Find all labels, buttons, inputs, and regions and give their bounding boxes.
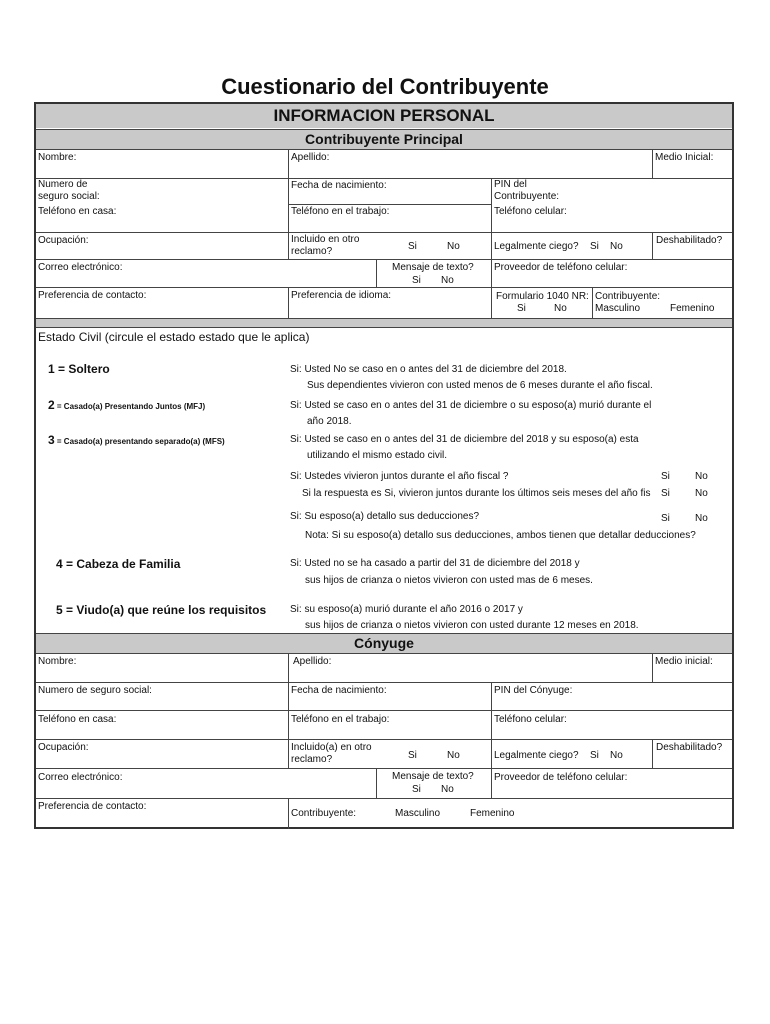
question-juntos-no[interactable]: No [695, 471, 708, 482]
status-3-text: = Casado(a) presentando separado(a) (MFS) [54, 437, 225, 446]
principal-1040nr-no[interactable]: No [554, 303, 567, 314]
principal-title: Contribuyente Principal [305, 131, 463, 147]
conyuge-mensaje-label: Mensaje de texto? [392, 771, 474, 782]
conyuge-tel-celular-label: Teléfono celular: [494, 714, 567, 725]
question-juntos: Si: Ustedes vivieron juntos durante el año fiscal ? [290, 471, 509, 482]
status-1-line2: Sus dependientes vivieron con usted menos de 6 meses durante el año fiscal. [307, 380, 653, 391]
personal-info-bar [36, 104, 732, 128]
question-deducciones: Si: Su esposo(a) detallo sus deducciones? [290, 511, 480, 522]
principal-contribuyente-label: Contribuyente: [595, 291, 661, 302]
conyuge-title: Cónyuge [354, 635, 414, 651]
principal-ocupacion-label: Ocupación: [38, 235, 89, 246]
conyuge-ocupacion-label: Ocupación: [38, 742, 89, 753]
principal-pref-idioma-label: Preferencia de idioma: [291, 290, 392, 301]
principal-medio-inicial-label: Medio Inicial: [655, 152, 714, 163]
status-2-number: 2 [48, 398, 55, 412]
question-juntos-si[interactable]: Si [661, 471, 670, 482]
principal-incluido-no[interactable]: No [447, 241, 460, 252]
principal-1040nr-label: Formulario 1040 NR: [496, 291, 589, 302]
conyuge-ciego-label: Legalmente ciego? [494, 750, 579, 761]
conyuge-masculino[interactable]: Masculino [395, 808, 441, 819]
civil-header: Estado Civil (circule el estado estado que le aplica) [38, 330, 310, 344]
status-2-label[interactable] [48, 398, 205, 414]
conyuge-mensaje-si[interactable]: Si [412, 784, 421, 795]
conyuge-incluido-si[interactable]: Si [408, 750, 417, 761]
conyuge-pin-label: PIN del Cónyuge: [494, 685, 573, 696]
status-5-line1: Si: su esposo(a) murió durante el año 2016 o 2017 y [290, 604, 523, 615]
principal-deshabilitado-label: Deshabilitado? [656, 235, 723, 246]
status-4-line1: Si: Usted no se ha casado a partir del 31 de diciembre del 2018 y [290, 558, 580, 569]
conyuge-fecha-nac-label: Fecha de nacimiento: [291, 685, 387, 696]
principal-correo-label: Correo electrónico: [38, 262, 123, 273]
conyuge-mensaje-no[interactable]: No [441, 784, 454, 795]
nota-deducciones: Nota: Si su esposo(a) detallo sus deducciones, ambos tienen que detallar deducciones? [305, 530, 696, 541]
conyuge-pref-contacto-label: Preferencia de contacto: [38, 801, 147, 812]
principal-bar [36, 129, 732, 149]
status-3-line1: Si: Usted se caso en o antes del 31 de diciembre del 2018 y su esposo(a) esta [290, 434, 639, 445]
principal-ciego-si[interactable]: Si [590, 241, 599, 252]
principal-tel-trabajo-label: Teléfono en el trabajo: [291, 206, 390, 217]
principal-pin-label: PIN del Contribuyente: [494, 179, 560, 202]
status-5-line2: sus hijos de crianza o nietos vivieron con usted durante 12 meses en 2018. [305, 620, 639, 631]
conyuge-incluido-label: Incluido(a) en otro reclamo? [291, 742, 372, 765]
status-3-number: 3 [48, 433, 55, 447]
principal-proveedor-label: Proveedor de teléfono celular: [494, 262, 628, 273]
status-2-line1: Si: Usted se caso en o antes del 31 de diciembre o su esposo(a) murió durante el [290, 400, 652, 411]
principal-ciego-no[interactable]: No [610, 241, 623, 252]
status-1-line1: Si: Usted No se caso en o antes del 31 de diciembre del 2018. [290, 364, 567, 375]
principal-fecha-nac-label: Fecha de nacimiento: [291, 180, 387, 191]
conyuge-proveedor-label: Proveedor de teléfono celular: [494, 772, 628, 783]
principal-nombre-label: Nombre: [38, 152, 77, 163]
conyuge-ciego-si[interactable]: Si [590, 750, 599, 761]
status-2-text: = Casado(a) Presentando Juntos (MFJ) [54, 402, 206, 411]
status-3-label[interactable] [48, 433, 225, 449]
civil-separator-bar [36, 319, 732, 327]
status-5-label[interactable]: 5 = Viudo(a) que reúne los requisitos [56, 603, 267, 617]
principal-tel-casa-label: Teléfono en casa: [38, 206, 117, 217]
principal-tel-celular-label: Teléfono celular: [494, 206, 567, 217]
principal-1040nr-si[interactable]: Si [517, 303, 526, 314]
principal-incluido-si[interactable]: Si [408, 241, 417, 252]
question-deducciones-si[interactable]: Si [661, 513, 670, 524]
conyuge-bar [36, 634, 732, 653]
conyuge-incluido-no[interactable]: No [447, 750, 460, 761]
question-seis-meses: Si la respuesta es Si, vivieron juntos durante los últimos seis meses del año fis [302, 488, 651, 499]
principal-ciego-label: Legalmente ciego? [494, 241, 579, 252]
question-seis-meses-si[interactable]: Si [661, 488, 670, 499]
question-seis-meses-no[interactable]: No [695, 488, 708, 499]
principal-masculino[interactable]: Masculino [595, 303, 641, 314]
conyuge-deshabilitado-label: Deshabilitado? [656, 742, 723, 753]
status-2-line2: año 2018. [307, 416, 352, 427]
principal-ssn-label: Numero de seguro social: [38, 179, 100, 202]
principal-incluido-label: Incluido en otro reclamo? [291, 234, 360, 257]
status-1-label[interactable]: 1 = Soltero [48, 362, 110, 376]
conyuge-correo-label: Correo electrónico: [38, 772, 123, 783]
conyuge-ssn-label: Numero de seguro social: [38, 685, 152, 696]
conyuge-tel-trabajo-label: Teléfono en el trabajo: [291, 714, 390, 725]
principal-mensaje-si[interactable]: Si [412, 275, 421, 286]
conyuge-tel-casa-label: Teléfono en casa: [38, 714, 117, 725]
conyuge-apellido-label: Apellido: [293, 656, 332, 667]
conyuge-femenino[interactable]: Femenino [470, 808, 515, 819]
section-title: INFORMACION PERSONAL [273, 106, 495, 125]
status-4-line2: sus hijos de crianza o nietos vivieron con usted mas de 6 meses. [305, 575, 593, 586]
conyuge-contribuyente-label: Contribuyente: [291, 808, 357, 819]
principal-femenino[interactable]: Femenino [670, 303, 715, 314]
principal-apellido-label: Apellido: [291, 152, 330, 163]
conyuge-medio-inicial-label: Medio inicial: [655, 656, 713, 667]
principal-pref-contacto-label: Preferencia de contacto: [38, 290, 147, 301]
status-4-label[interactable]: 4 = Cabeza de Familia [56, 557, 181, 571]
conyuge-nombre-label: Nombre: [38, 656, 77, 667]
document-title: Cuestionario del Contribuyente [221, 74, 549, 99]
status-3-line2: utilizando el mismo estado civil. [307, 450, 448, 461]
principal-mensaje-no[interactable]: No [441, 275, 454, 286]
question-deducciones-no[interactable]: No [695, 513, 708, 524]
conyuge-ciego-no[interactable]: No [610, 750, 623, 761]
principal-mensaje-label: Mensaje de texto? [392, 262, 474, 273]
